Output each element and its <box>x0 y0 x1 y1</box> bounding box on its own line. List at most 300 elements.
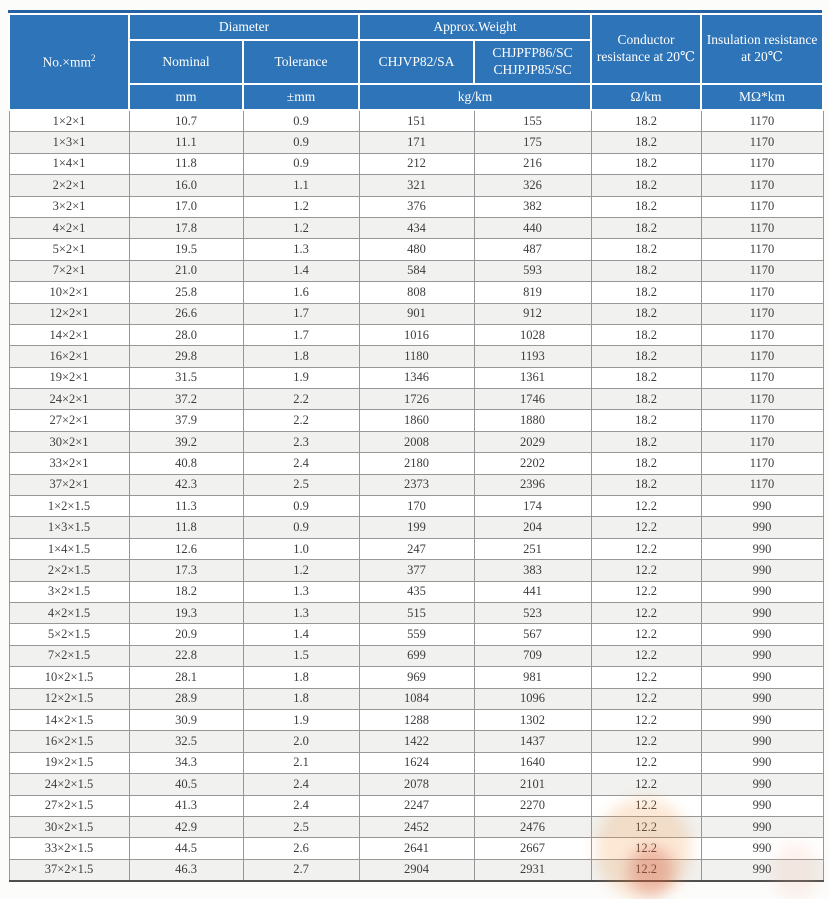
cell: 1437 <box>474 731 591 752</box>
header-diameter: Diameter <box>129 14 359 40</box>
cell: 2029 <box>474 431 591 452</box>
cell: 1302 <box>474 709 591 730</box>
cell: 11.8 <box>129 517 243 538</box>
cell: 2.3 <box>243 431 359 452</box>
cell: 42.3 <box>129 474 243 495</box>
cell: 990 <box>701 688 823 709</box>
table-body <box>9 110 823 881</box>
unit-conductor: Ω/km <box>591 84 701 110</box>
cell: 21.0 <box>129 260 243 281</box>
cell: 2247 <box>359 795 474 816</box>
table-row <box>9 795 823 816</box>
header-approx-weight: Approx.Weight <box>359 14 591 40</box>
cell: 204 <box>474 517 591 538</box>
cell: 1170 <box>701 282 823 303</box>
cell: 2202 <box>474 453 591 474</box>
cell: 1.0 <box>243 538 359 559</box>
cell: 515 <box>359 602 474 623</box>
cell: 1361 <box>474 367 591 388</box>
header-tolerance: Tolerance <box>243 40 359 84</box>
cell: 17.0 <box>129 196 243 217</box>
cell: 30×2×1 <box>9 431 129 452</box>
cell: 25.8 <box>129 282 243 303</box>
cell: 16.0 <box>129 175 243 196</box>
cell: 11.8 <box>129 153 243 174</box>
table-row <box>9 260 823 281</box>
table-row <box>9 752 823 773</box>
cell: 37.9 <box>129 410 243 431</box>
cell: 1170 <box>701 346 823 367</box>
cell: 969 <box>359 667 474 688</box>
cell: 1170 <box>701 367 823 388</box>
cell: 12.2 <box>591 859 701 881</box>
cell: 199 <box>359 517 474 538</box>
cell: 1.8 <box>243 346 359 367</box>
cell: 2.1 <box>243 752 359 773</box>
cell: 19×2×1 <box>9 367 129 388</box>
cell: 11.3 <box>129 496 243 517</box>
table-row <box>9 389 823 410</box>
cell: 699 <box>359 645 474 666</box>
cell: 1170 <box>701 153 823 174</box>
cell: 10.7 <box>129 110 243 132</box>
cell: 18.2 <box>591 110 701 132</box>
cell: 584 <box>359 260 474 281</box>
table-row <box>9 282 823 303</box>
cell: 18.2 <box>591 175 701 196</box>
cell: 19.5 <box>129 239 243 260</box>
table-row <box>9 560 823 581</box>
cell: 2.7 <box>243 859 359 881</box>
cell: 12.2 <box>591 709 701 730</box>
header-no-mm2-sup: 2 <box>91 52 96 63</box>
cell: 10×2×1 <box>9 282 129 303</box>
table-row <box>9 838 823 859</box>
cell: 44.5 <box>129 838 243 859</box>
cell: 990 <box>701 581 823 602</box>
cell: 1.8 <box>243 667 359 688</box>
header-no-mm2: $No.\times mm^2$ <box>9 14 129 110</box>
cell: 18.2 <box>591 260 701 281</box>
cell: 30×2×1.5 <box>9 816 129 837</box>
header-weight-type-2 <box>474 40 591 84</box>
cell: 18.2 <box>591 410 701 431</box>
cell: 12.2 <box>591 624 701 645</box>
cell: 1.2 <box>243 196 359 217</box>
table-row <box>9 217 823 238</box>
unit-tolerance: ±mm <box>243 84 359 110</box>
cell: 5×2×1.5 <box>9 624 129 645</box>
cell: 18.2 <box>591 453 701 474</box>
cell: 1×2×1 <box>9 110 129 132</box>
cell: 22.8 <box>129 645 243 666</box>
cell: 7×2×1.5 <box>9 645 129 666</box>
cell: 175 <box>474 132 591 153</box>
cell: 37.2 <box>129 389 243 410</box>
table-header <box>9 14 823 110</box>
table-row <box>9 367 823 388</box>
cell: 2180 <box>359 453 474 474</box>
cell: 1422 <box>359 731 474 752</box>
cell: 2.6 <box>243 838 359 859</box>
cell: 1880 <box>474 410 591 431</box>
cell: 171 <box>359 132 474 153</box>
cell: 18.2 <box>591 282 701 303</box>
cell: 593 <box>474 260 591 281</box>
cell: 3×2×1 <box>9 196 129 217</box>
table-row <box>9 324 823 345</box>
cell: 1.1 <box>243 175 359 196</box>
cell: 1170 <box>701 217 823 238</box>
cell: 1.9 <box>243 367 359 388</box>
cell: 559 <box>359 624 474 645</box>
cell: 32.5 <box>129 731 243 752</box>
cell: 1028 <box>474 324 591 345</box>
cell: 12×2×1 <box>9 303 129 324</box>
cell: 2008 <box>359 431 474 452</box>
cell: 46.3 <box>129 859 243 881</box>
cell: 1.6 <box>243 282 359 303</box>
cell: 12.6 <box>129 538 243 559</box>
cell: 440 <box>474 217 591 238</box>
cell: 819 <box>474 282 591 303</box>
cell: 321 <box>359 175 474 196</box>
cell: 1×4×1 <box>9 153 129 174</box>
cell: 28.9 <box>129 688 243 709</box>
cell: 0.9 <box>243 110 359 132</box>
cell: 2452 <box>359 816 474 837</box>
cell: 2.2 <box>243 389 359 410</box>
cell: 10×2×1.5 <box>9 667 129 688</box>
table-row <box>9 453 823 474</box>
cell: 1170 <box>701 196 823 217</box>
cell: 41.3 <box>129 795 243 816</box>
cell: 2667 <box>474 838 591 859</box>
unit-insulation: MΩ*km <box>701 84 823 110</box>
cell: 435 <box>359 581 474 602</box>
cell: 1×4×1.5 <box>9 538 129 559</box>
cell: 2.5 <box>243 816 359 837</box>
cell: 26.6 <box>129 303 243 324</box>
cell: 39.2 <box>129 431 243 452</box>
table-row <box>9 624 823 645</box>
cell: 12.2 <box>591 838 701 859</box>
cell: 2641 <box>359 838 474 859</box>
cell: 2×2×1.5 <box>9 560 129 581</box>
cell: 18.2 <box>591 324 701 345</box>
cell: 1726 <box>359 389 474 410</box>
cell: 990 <box>701 645 823 666</box>
cell: 1170 <box>701 132 823 153</box>
cell: 37×2×1 <box>9 474 129 495</box>
cell: 1.3 <box>243 581 359 602</box>
header-nominal: Nominal <box>129 40 243 84</box>
cell: 1170 <box>701 389 823 410</box>
cell: 1.5 <box>243 645 359 666</box>
cell: 990 <box>701 752 823 773</box>
cell: 990 <box>701 709 823 730</box>
table-row <box>9 581 823 602</box>
table-row <box>9 153 823 174</box>
cell: 2904 <box>359 859 474 881</box>
cell: 12.2 <box>591 667 701 688</box>
table-row <box>9 667 823 688</box>
cell: 1860 <box>359 410 474 431</box>
cell: 18.2 <box>591 196 701 217</box>
cell: 42.9 <box>129 816 243 837</box>
cell: 18.2 <box>591 474 701 495</box>
cell: 480 <box>359 239 474 260</box>
cell: 567 <box>474 624 591 645</box>
cell: 24×2×1 <box>9 389 129 410</box>
table-row <box>9 538 823 559</box>
cell: 441 <box>474 581 591 602</box>
cable-spec-table <box>8 13 824 882</box>
cell: 12.2 <box>591 538 701 559</box>
cell: 990 <box>701 602 823 623</box>
table-row <box>9 431 823 452</box>
cell: 990 <box>701 624 823 645</box>
cell: 709 <box>474 645 591 666</box>
cell: 216 <box>474 153 591 174</box>
cell: 18.2 <box>591 389 701 410</box>
cell: 1624 <box>359 752 474 773</box>
table-row <box>9 602 823 623</box>
cell: 2.2 <box>243 410 359 431</box>
cell: 18.2 <box>591 132 701 153</box>
cell: 12.2 <box>591 602 701 623</box>
table-row <box>9 709 823 730</box>
cell: 383 <box>474 560 591 581</box>
cell: 14×2×1 <box>9 324 129 345</box>
cell: 2373 <box>359 474 474 495</box>
table-row <box>9 688 823 709</box>
cell: 2270 <box>474 795 591 816</box>
cell: 18.2 <box>591 367 701 388</box>
cell: 37×2×1.5 <box>9 859 129 881</box>
cell: 377 <box>359 560 474 581</box>
cell: 11.1 <box>129 132 243 153</box>
cell: 912 <box>474 303 591 324</box>
table-row <box>9 410 823 431</box>
cell: 1193 <box>474 346 591 367</box>
cell: 1170 <box>701 110 823 132</box>
cell: 12.2 <box>591 774 701 795</box>
cell: 174 <box>474 496 591 517</box>
cell: 1170 <box>701 175 823 196</box>
cell: 19×2×1.5 <box>9 752 129 773</box>
cell: 1.2 <box>243 560 359 581</box>
cell: 17.8 <box>129 217 243 238</box>
header-weight-type-2-line1: CHJPFP86/SC <box>492 45 573 61</box>
cell: 990 <box>701 838 823 859</box>
cell: 12.2 <box>591 795 701 816</box>
cell: 434 <box>359 217 474 238</box>
table-row <box>9 731 823 752</box>
table-row <box>9 474 823 495</box>
table-row <box>9 196 823 217</box>
cell: 990 <box>701 667 823 688</box>
cell: 16×2×1.5 <box>9 731 129 752</box>
cell: 12.2 <box>591 816 701 837</box>
cell: 1170 <box>701 431 823 452</box>
cell: 1.4 <box>243 260 359 281</box>
cell: 18.2 <box>129 581 243 602</box>
cell: 1170 <box>701 410 823 431</box>
cell: 28.0 <box>129 324 243 345</box>
cell: 1.9 <box>243 709 359 730</box>
cell: 12.2 <box>591 496 701 517</box>
cell: 2.4 <box>243 795 359 816</box>
cell: 1×3×1 <box>9 132 129 153</box>
cell: 12.2 <box>591 517 701 538</box>
cell: 1170 <box>701 453 823 474</box>
table-row <box>9 132 823 153</box>
cell: 1288 <box>359 709 474 730</box>
cell: 5×2×1 <box>9 239 129 260</box>
cell: 17.3 <box>129 560 243 581</box>
cell: 990 <box>701 496 823 517</box>
cell: 12.2 <box>591 645 701 666</box>
cell: 155 <box>474 110 591 132</box>
cell: 2×2×1 <box>9 175 129 196</box>
table-row <box>9 859 823 881</box>
cell: 0.9 <box>243 517 359 538</box>
cell: 27×2×1 <box>9 410 129 431</box>
cell: 31.5 <box>129 367 243 388</box>
cell: 1016 <box>359 324 474 345</box>
header-conductor-resistance: Conductor resistance at 20℃ <box>591 14 701 84</box>
cell: 1.2 <box>243 217 359 238</box>
cell: 2396 <box>474 474 591 495</box>
table-row <box>9 816 823 837</box>
cell: 4×2×1.5 <box>9 602 129 623</box>
cell: 2476 <box>474 816 591 837</box>
cell: 990 <box>701 816 823 837</box>
cell: 40.8 <box>129 453 243 474</box>
header-insulation-resistance: Insulation resistance at 20℃ <box>701 14 823 84</box>
cell: 33×2×1 <box>9 453 129 474</box>
cell: 3×2×1.5 <box>9 581 129 602</box>
cell: 1096 <box>474 688 591 709</box>
cell: 4×2×1 <box>9 217 129 238</box>
cell: 170 <box>359 496 474 517</box>
cell: 27×2×1.5 <box>9 795 129 816</box>
table-row <box>9 303 823 324</box>
cell: 247 <box>359 538 474 559</box>
cell: 33×2×1.5 <box>9 838 129 859</box>
unit-weight: kg/km <box>359 84 591 110</box>
table-row <box>9 110 823 132</box>
cell: 34.3 <box>129 752 243 773</box>
cell: 2.5 <box>243 474 359 495</box>
table-row <box>9 496 823 517</box>
cell: 523 <box>474 602 591 623</box>
table-row <box>9 175 823 196</box>
cell: 12.2 <box>591 752 701 773</box>
cell: 7×2×1 <box>9 260 129 281</box>
spec-table-container <box>8 10 822 882</box>
cell: 14×2×1.5 <box>9 709 129 730</box>
cell: 808 <box>359 282 474 303</box>
cell: 487 <box>474 239 591 260</box>
cell: 0.9 <box>243 132 359 153</box>
cell: 1.3 <box>243 239 359 260</box>
cell: 1640 <box>474 752 591 773</box>
cell: 1746 <box>474 389 591 410</box>
cell: 28.1 <box>129 667 243 688</box>
cell: 29.8 <box>129 346 243 367</box>
cell: 18.2 <box>591 217 701 238</box>
cell: 1084 <box>359 688 474 709</box>
cell: 990 <box>701 731 823 752</box>
cell: 2931 <box>474 859 591 881</box>
cell: 12×2×1.5 <box>9 688 129 709</box>
cell: 12.2 <box>591 731 701 752</box>
cell: 40.5 <box>129 774 243 795</box>
cell: 990 <box>701 774 823 795</box>
cell: 990 <box>701 795 823 816</box>
cell: 12.2 <box>591 581 701 602</box>
cell: 990 <box>701 560 823 581</box>
cell: 12.2 <box>591 688 701 709</box>
cell: 2078 <box>359 774 474 795</box>
cell: 1170 <box>701 239 823 260</box>
cell: 1170 <box>701 474 823 495</box>
cell: 0.9 <box>243 153 359 174</box>
cell: 151 <box>359 110 474 132</box>
cell: 990 <box>701 517 823 538</box>
header-weight-type-1: CHJVP82/SA <box>359 40 474 84</box>
cell: 1.7 <box>243 324 359 345</box>
cell: 2.0 <box>243 731 359 752</box>
cell: 1.7 <box>243 303 359 324</box>
cell: 20.9 <box>129 624 243 645</box>
unit-nominal: mm <box>129 84 243 110</box>
table-row <box>9 239 823 260</box>
cell: 18.2 <box>591 346 701 367</box>
cell: 382 <box>474 196 591 217</box>
table-row <box>9 346 823 367</box>
cell: 1180 <box>359 346 474 367</box>
cell: 24×2×1.5 <box>9 774 129 795</box>
cell: 18.2 <box>591 431 701 452</box>
cell: 12.2 <box>591 560 701 581</box>
header-weight-type-2-line2: CHJPJP85/SC <box>493 62 572 77</box>
cell: 251 <box>474 538 591 559</box>
cell: 1×3×1.5 <box>9 517 129 538</box>
cell: 2.4 <box>243 453 359 474</box>
cell: 1.3 <box>243 602 359 623</box>
cell: 2101 <box>474 774 591 795</box>
table-row <box>9 517 823 538</box>
cell: 1346 <box>359 367 474 388</box>
cell: 19.3 <box>129 602 243 623</box>
cell: 1170 <box>701 260 823 281</box>
cell: 981 <box>474 667 591 688</box>
cell: 2.4 <box>243 774 359 795</box>
cell: 30.9 <box>129 709 243 730</box>
cell: 1.4 <box>243 624 359 645</box>
cell: 0.9 <box>243 496 359 517</box>
cell: 376 <box>359 196 474 217</box>
cell: 990 <box>701 859 823 881</box>
cell: 1170 <box>701 303 823 324</box>
table-row <box>9 774 823 795</box>
cell: 18.2 <box>591 239 701 260</box>
cell: 16×2×1 <box>9 346 129 367</box>
cell: 1.8 <box>243 688 359 709</box>
